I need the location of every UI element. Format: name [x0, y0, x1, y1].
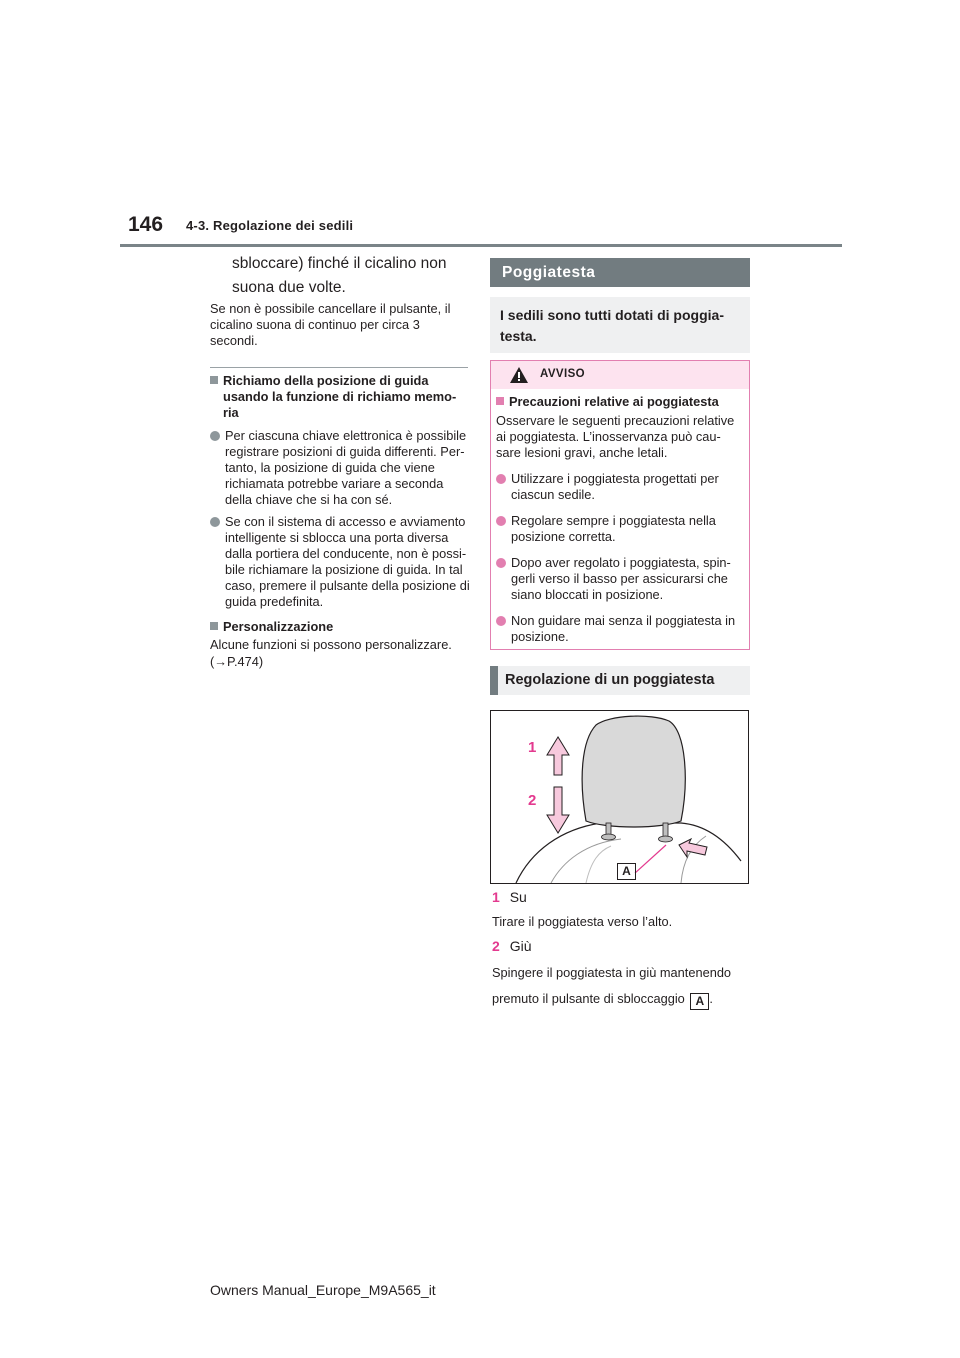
bullet-icon — [496, 616, 506, 626]
list-item: Se con il sistema di accesso e avviamento intelligente si sblocca una porta diversa dalla portiera del conducente, non è possi- bile richiamare la posizione di guida. In tal caso, premere il pulsante della posizione di guida predefinita. — [210, 514, 472, 610]
adjust-banner: Regolazione di un poggiatesta — [490, 666, 750, 695]
footer-text: Owners Manual_Europe_M9A565_it — [210, 1282, 436, 1298]
warning-box — [490, 360, 750, 650]
bullet-icon — [496, 558, 506, 568]
page-number: 146 — [128, 213, 164, 236]
header-rule — [120, 244, 842, 247]
divider — [210, 367, 468, 368]
warning-heading: Precauzioni relative ai poggiatesta — [496, 394, 719, 410]
lead-line-1: sbloccare) finché il cicalino non — [232, 255, 447, 272]
warning-title: AVVISO — [540, 368, 586, 380]
warning-item: Dopo aver regolato i poggiatesta, spin- gerli verso il basso per assicurarsi che siano bloccati in posizione. — [496, 555, 746, 603]
bullet-icon — [496, 516, 506, 526]
figure-label-up: 1 — [528, 739, 537, 756]
custom-heading: Personalizzazione — [210, 619, 333, 635]
warning-item: Utilizzare i poggiatesta progettati per ciascun sedile. — [496, 471, 746, 503]
figure-label-down: 2 — [528, 792, 537, 809]
step-up: 1 Su — [492, 889, 527, 905]
square-bullet-icon — [210, 622, 218, 630]
square-bullet-icon — [496, 397, 504, 405]
step-down: 2 Giù — [492, 938, 532, 954]
headrest-illustration — [490, 710, 749, 884]
step-down-desc-2: premuto il pulsante di sbloccaggio A . — [492, 991, 713, 1008]
bullet-icon — [210, 431, 220, 441]
warning-item: Regolare sempre i poggiatesta nella posizione corretta. — [496, 513, 746, 545]
custom-text: Alcune funzioni si possono personalizzare. — [210, 637, 452, 652]
intro-box: I sedili sono tutti dotati di poggia- testa. — [490, 297, 750, 353]
button-a-label: A — [690, 993, 709, 1010]
bullet-icon — [210, 517, 220, 527]
step-down-desc: Spingere il poggiatesta in giù mantenendo — [492, 965, 732, 980]
warning-icon — [510, 367, 528, 383]
warning-header — [491, 361, 749, 389]
bullet-icon — [496, 474, 506, 484]
section-title: 4-3. Regolazione dei sedili — [186, 218, 354, 233]
warning-text: Osservare le seguenti precauzioni relative ai poggiatesta. L’inosservanza può cau- sare lesioni gravi, anche letali. — [496, 413, 735, 460]
recall-heading: Richiamo della posizione di guida usando la funzione di richiamo memo- ria — [210, 373, 472, 421]
list-item: Per ciascuna chiave elettronica è possibile registrare posizioni di guida differenti. Per- tanto, la posizione di guida che viene richiamata potrebbe variare a seconda della chiave che si ha con sé. — [210, 428, 472, 508]
figure-label-button: A — [617, 863, 636, 880]
note-text: Se non è possibile cancellare il pulsante, il cicalino suona di continuo per circa 3 secondi. — [210, 301, 451, 348]
square-bullet-icon — [210, 376, 218, 384]
step-up-desc: Tirare il poggiatesta verso l’alto. — [492, 914, 673, 929]
lead-line-2: suona due volte. — [232, 279, 346, 296]
page-reference-link[interactable]: (→P.474) — [210, 654, 264, 669]
section-banner: Poggiatesta — [490, 258, 750, 287]
warning-item: Non guidare mai senza il poggiatesta in posizione. — [496, 613, 746, 645]
